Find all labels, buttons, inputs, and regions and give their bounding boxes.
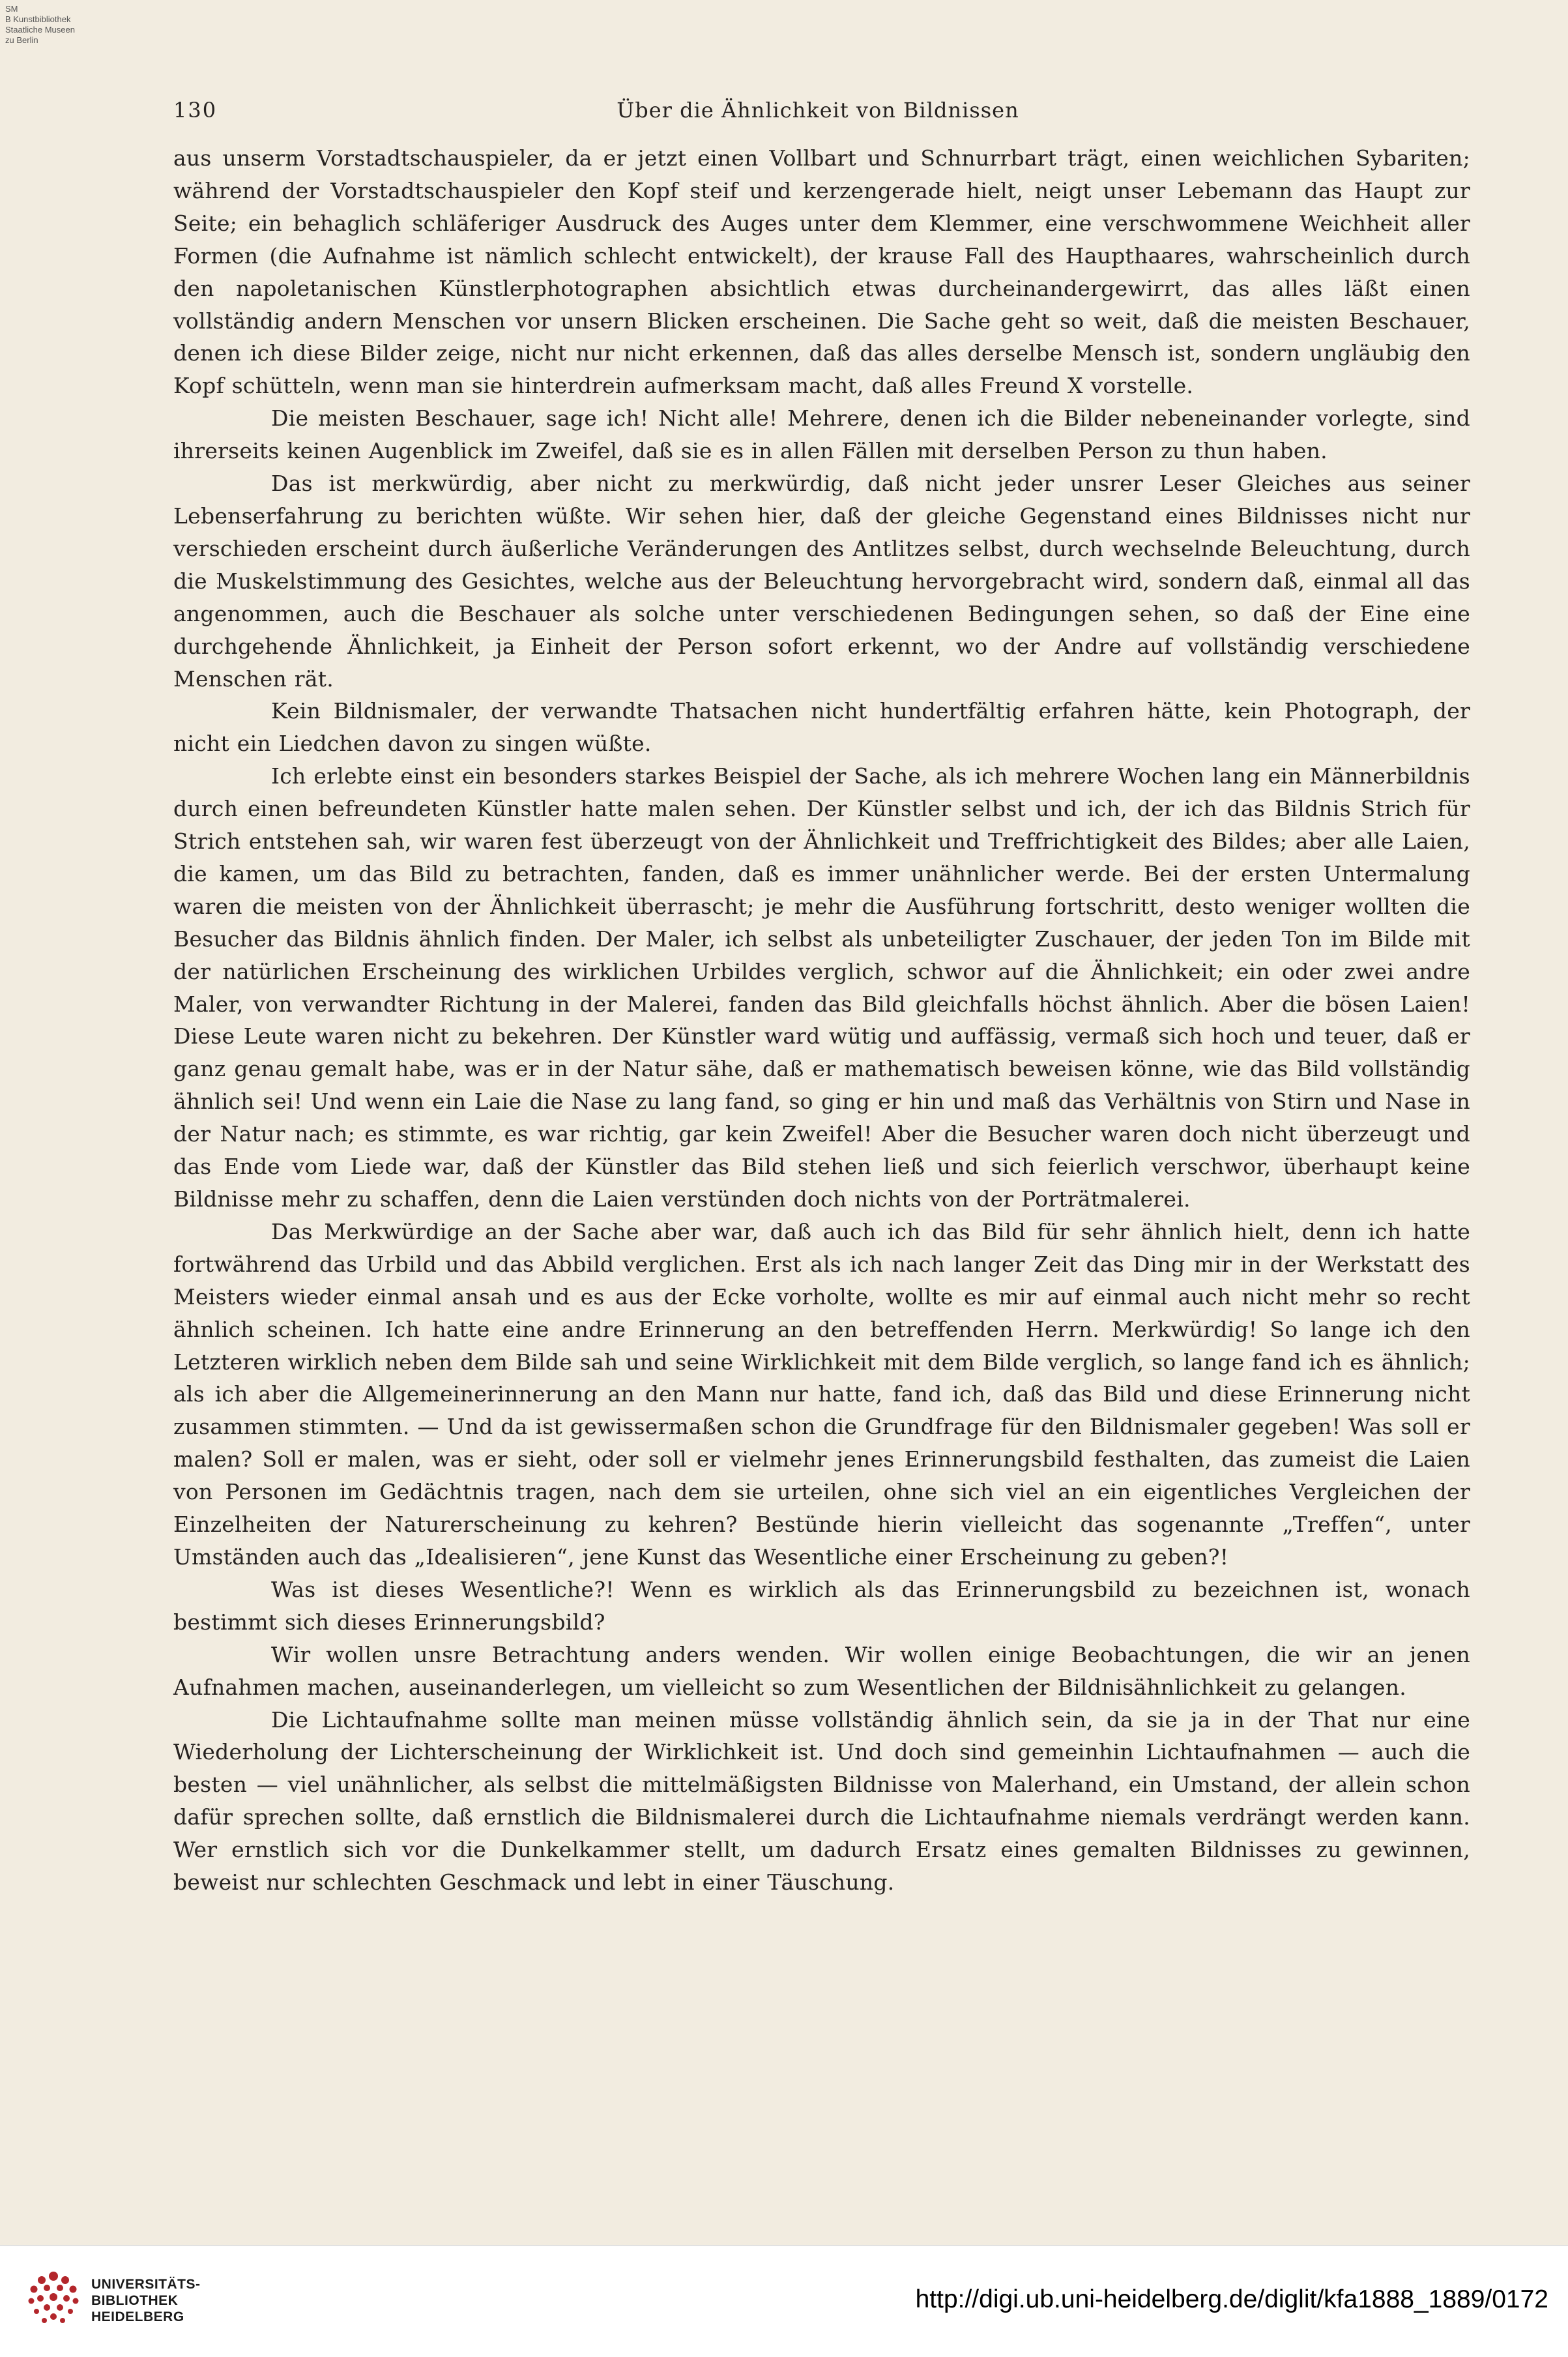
university-library-logo-icon [26, 2271, 81, 2326]
paragraph: aus unserm Vorstadtschauspieler, da er jetzt einen Vollbart und Schnurrbart trägt, einen weichlichen Sybariten; während der Vorstadtschauspieler den Kopf steif und kerzengerade hielt, neigt unser Lebemann das Haupt zur Seite; ein behaglich schläferiger Ausdruck des Auges unter dem Klemmer, eine verschwommene Weichheit aller Formen (die Aufnahme ist nämlich schlecht entwickelt), der krause Fall des Haupthaares, wahrscheinlich durch den napoletanischen Künstlerphotographen absichtlich etwas durcheinandergewirrt, das alles läßt einen vollständig andern Menschen vor unsern Blicken erscheinen. Die Sache geht so weit, daß die meisten Beschauer, denen ich diese Bilder zeige, nicht nur nicht erkennen, daß das alles derselbe Mensch ist, sondern ungläubig den Kopf schütteln, wenn man sie hinterdrein aufmerksam macht, daß alles Freund X vorstelle. [173, 145, 1470, 399]
logo-line: BIBLIOTHEK [91, 2293, 179, 2308]
university-library-name [91, 2276, 201, 2325]
stamp-line: Staatliche Museen [5, 25, 75, 35]
running-title: Über die Ähnlichkeit von Bildnissen [617, 98, 1019, 123]
paragraph: Das Merkwürdige an der Sache aber war, daß auch ich das Bild für sehr ähnlich hielt, denn ich hatte fortwährend das Urbild und das Abbild verglichen. Erst als ich nach langer Zeit das Ding mir in der Werkstatt des Meisters wieder einmal ansah und es aus der Ecke vorholte, wollte es mir auf einmal auch nicht mehr so recht ähnlich scheinen. Ich hatte eine andre Erinnerung an den betreffenden Herrn. Merkwürdig! So lange ich den Letzteren wirklich neben dem Bilde sah und seine Wirklichkeit mit dem Bilde verglich, so lange fand ich es ähnlich; als ich aber die Allgemeinerinnerung an den Mann nur hatte, fand ich, daß das Bild und diese Erinnerung nicht zusammen stimmten. — Und da ist gewissermaßen schon die Grundfrage für den Bildnismaler gegeben! Was soll er malen? Soll er malen, was er sieht, oder soll er vielmehr jenes Erinnerungsbild festhalten, das zumeist die Laien von Personen im Gedächtnis tragen, nach dem sie urteilen, ohne sich viel an ein eigentliches Vergleichen der Einzelheiten der Naturerscheinung zu kehren? Bestünde hierin vielleicht das sogenannte „Treffen“, unter Umständen auch das „Idealisieren“, jene Kunst das Wesentliche einer Erscheinung zu geben?! [173, 1218, 1470, 1570]
logo-line: UNIVERSITÄTS- [91, 2277, 201, 2292]
paragraph: Die meisten Beschauer, sage ich! Nicht alle! Mehrere, denen ich die Bilder nebeneinander vorlegte, sind ihrerseits keinen Augenblick im Zweifel, daß sie es in allen Fällen mit derselben Person zu thun haben. [173, 405, 1470, 464]
body-text [173, 142, 1470, 1899]
stamp-line: zu Berlin [5, 35, 38, 45]
paragraph: Wir wollen unsre Betrachtung anders wenden. Wir wollen einige Beobachtungen, die wir an jenen Aufnahmen machen, auseinanderlegen, um vielleicht so zum Wesentlichen der Bildnisähnlichkeit zu gelangen. [173, 1641, 1470, 1700]
digitization-footer [0, 2245, 1568, 2357]
library-stamp [5, 4, 75, 46]
page-number: 130 [173, 98, 218, 123]
paragraph: Die Lichtaufnahme sollte man meinen müsse vollständig ähnlich sein, da sie ja in der That nur eine Wiederholung der Lichterscheinung der Wirklichkeit ist. Und doch sind gemeinhin Lichtaufnahmen — auch die besten — viel unähnlicher, als selbst die mittelmäßigsten Bildnisse von Malerhand, ein Umstand, der allein schon dafür sprechen sollte, daß ernstlich die Bildnismalerei durch die Lichtaufnahme niemals verdrängt werden kann. Wer ernstlich sich vor die Dunkelkammer stellt, um dadurch Ersatz eines gemalten Bildnisses zu gewinnen, beweist nur schlechten Geschmack und lebt in einer Täuschung. [173, 1706, 1470, 1896]
source-url-link[interactable]: http://digi.ub.uni-heidelberg.de/diglit/kfa1888_1889/0172 [915, 2285, 1548, 2313]
paragraph: Was ist dieses Wesentliche?! Wenn es wirklich als das Erinnerungsbild zu bezeichnen ist, wonach bestimmt sich dieses Erinnerungsbild? [173, 1576, 1470, 1635]
running-head [163, 98, 1473, 130]
paragraph: Kein Bildnismaler, der verwandte Thatsachen nicht hundertfältig erfahren hätte, kein Photograph, der nicht ein Liedchen davon zu singen wüßte. [173, 698, 1470, 757]
paragraph: Das ist merkwürdig, aber nicht zu merkwürdig, daß nicht jeder unsrer Leser Gleiches aus seiner Lebenserfahrung zu berichten wüßte. Wir sehen hier, daß der gleiche Gegenstand eines Bildnisses nicht nur verschieden erscheint durch äußerliche Veränderungen des Antlitzes selbst, durch wechselnde Beleuchtung, durch die Muskelstimmung des Gesichtes, welche aus der Beleuchtung hervorgebracht wird, sondern daß, einmal all das angenommen, auch die Beschauer als solche unter verschiedenen Bedingungen sehen, so daß der Eine eine durchgehende Ähnlichkeit, ja Einheit der Person sofort erkennt, wo der Andre auf vollständig verschiedene Menschen rät. [173, 471, 1470, 692]
paragraph: Ich erlebte einst ein besonders starkes Beispiel der Sache, als ich mehrere Wochen lang ein Männerbildnis durch einen befreundeten Künstler hatte malen sehen. Der Künstler selbst und ich, der ich das Bildnis Strich für Strich entstehen sah, wir waren fest überzeugt von der Ähnlichkeit und Treffrichtigkeit des Bildes; aber alle Laien, die kamen, um das Bild zu betrachten, fanden, daß es immer unähnlicher werde. Bei der ersten Untermalung waren die meisten von der Ähnlichkeit überrascht; je mehr die Ausführung fortschritt, desto weniger wollten die Besucher das Bildnis ähnlich finden. Der Maler, ich selbst als unbeteiligter Zuschauer, der jeden Ton im Bilde mit der natürlichen Erscheinung des wirklichen Urbildes verglich, schwor auf die Ähnlichkeit; ein oder zwei andre Maler, von verwandter Richtung in der Malerei, fanden das Bild gleichfalls höchst ähnlich. Aber die bösen Laien! Diese Leute waren nicht zu bekehren. Der Künstler ward wütig und auffässig, vermaß sich hoch und teuer, daß er ganz genau gemalt habe, was er in der Natur sähe, daß er mathematisch beweisen könne, wie das Bild vollständig ähnlich sei! Und wenn ein Laie die Nase zu lang fand, so ging er hin und maß das Verhältnis von Stirn und Nase in der Natur nach; es stimmte, es war richtig, gar kein Zweifel! Aber die Besucher waren doch nicht überzeugt und das Ende vom Liede war, daß der Künstler das Bild stehen ließ und sich feierlich verschwor, überhaupt keine Bildnisse mehr zu schaffen, denn die Laien verstünden doch nichts von der Porträtmalerei. [173, 763, 1470, 1212]
stamp-line: SM [5, 4, 18, 14]
logo-line: HEIDELBERG [91, 2309, 184, 2324]
stamp-line: B Kunstbibliothek [5, 14, 71, 24]
